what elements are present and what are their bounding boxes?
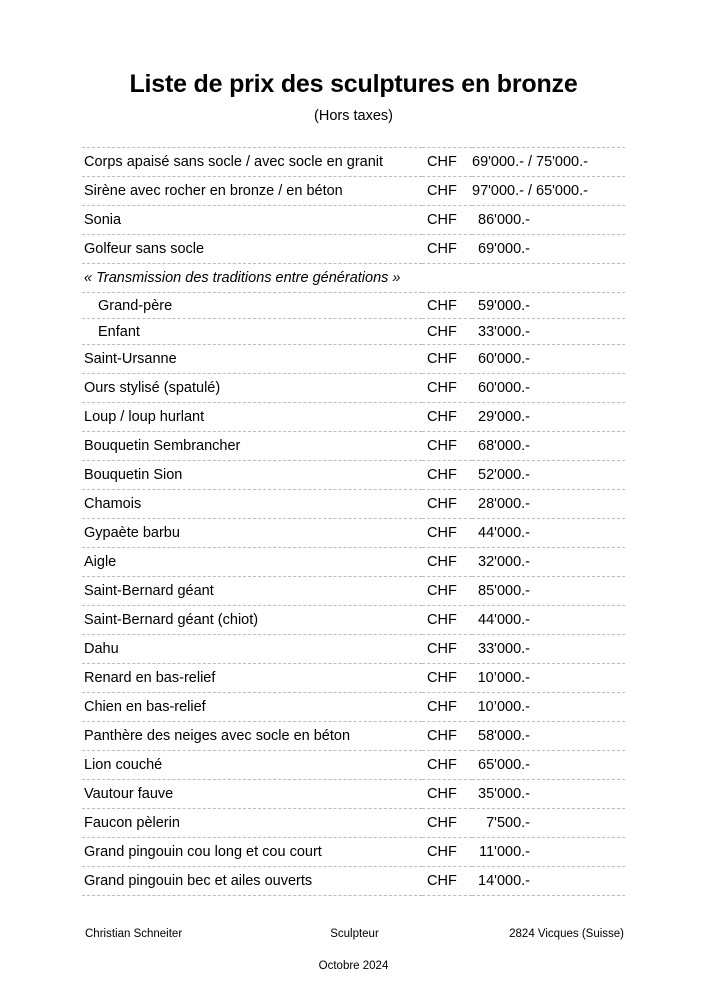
price: 58'000.- bbox=[478, 728, 530, 744]
sculpture-name: Grand pingouin cou long et cou court bbox=[82, 838, 422, 867]
sculpture-name: Panthère des neiges avec socle en béton bbox=[82, 722, 422, 751]
currency: CHF bbox=[422, 780, 472, 809]
price: 14'000.- bbox=[478, 873, 530, 889]
price: 33'000.- bbox=[478, 641, 530, 657]
price: 60'000.- bbox=[478, 351, 530, 367]
sculpture-name: Sonia bbox=[82, 206, 422, 235]
sculpture-name: Saint-Ursanne bbox=[82, 345, 422, 374]
price-table bbox=[82, 147, 625, 896]
page-subtitle: (Hors taxes) bbox=[314, 108, 393, 124]
price-cell bbox=[472, 374, 625, 403]
sculpture-name: Sirène avec rocher en bronze / en béton bbox=[82, 177, 422, 206]
price: 28'000.- bbox=[478, 496, 530, 512]
table-row bbox=[82, 177, 625, 206]
price-cell bbox=[472, 809, 625, 838]
sculpture-name: Ours stylisé (spatulé) bbox=[82, 374, 422, 403]
price-cell bbox=[472, 635, 625, 664]
currency: CHF bbox=[422, 374, 472, 403]
price-cell bbox=[472, 345, 625, 374]
table-row bbox=[82, 577, 625, 606]
table-row bbox=[82, 867, 625, 896]
price: 33'000.- bbox=[478, 323, 530, 340]
price: 7'500.- bbox=[486, 815, 530, 831]
price: 44'000.- bbox=[478, 525, 530, 541]
price: 35'000.- bbox=[478, 786, 530, 802]
price: 68'000.- bbox=[478, 438, 530, 454]
document-date: Octobre 2024 bbox=[318, 960, 389, 972]
sculpture-name: Enfant bbox=[82, 319, 422, 345]
price-cell bbox=[472, 606, 625, 635]
price-cell bbox=[472, 490, 625, 519]
currency: CHF bbox=[422, 319, 472, 345]
sculpture-name: Saint-Bernard géant (chiot) bbox=[82, 606, 422, 635]
price: 44'000.- bbox=[478, 612, 530, 628]
sculpture-name: Dahu bbox=[82, 635, 422, 664]
currency: CHF bbox=[422, 751, 472, 780]
table-row bbox=[82, 432, 625, 461]
sculpture-name: Loup / loup hurlant bbox=[82, 403, 422, 432]
sculpture-name: Golfeur sans socle bbox=[82, 235, 422, 264]
sculpture-name: Saint-Bernard géant bbox=[82, 577, 422, 606]
sculpture-name: Corps apaisé sans socle / avec socle en granit bbox=[82, 148, 422, 177]
table-row bbox=[82, 374, 625, 403]
currency: CHF bbox=[422, 838, 472, 867]
currency: CHF bbox=[422, 345, 472, 374]
currency: CHF bbox=[422, 693, 472, 722]
sculpture-name: Faucon pèlerin bbox=[82, 809, 422, 838]
currency: CHF bbox=[422, 461, 472, 490]
currency: CHF bbox=[422, 519, 472, 548]
price: 52'000.- bbox=[478, 467, 530, 483]
price: 69'000.- bbox=[478, 241, 530, 257]
currency: CHF bbox=[422, 548, 472, 577]
sculpture-name: Grand-père bbox=[82, 293, 422, 319]
sculpture-name: Chamois bbox=[82, 490, 422, 519]
price-cell bbox=[472, 432, 625, 461]
currency: CHF bbox=[422, 809, 472, 838]
currency: CHF bbox=[422, 664, 472, 693]
price: 85'000.- bbox=[478, 583, 530, 599]
price-cell bbox=[472, 722, 625, 751]
table-row bbox=[82, 722, 625, 751]
price-cell bbox=[472, 693, 625, 722]
table-row bbox=[82, 403, 625, 432]
sculpture-name: Grand pingouin bec et ailes ouverts bbox=[82, 867, 422, 896]
price-cell bbox=[472, 577, 625, 606]
price-cell bbox=[472, 177, 625, 206]
currency: CHF bbox=[422, 148, 472, 177]
artist-name: Christian Schneiter bbox=[85, 928, 183, 940]
price: 60'000.- bbox=[478, 380, 530, 396]
price-cell bbox=[472, 780, 625, 809]
table-row bbox=[82, 319, 625, 345]
currency: CHF bbox=[422, 490, 472, 519]
sculpture-name: Gypaète barbu bbox=[82, 519, 422, 548]
table-row bbox=[82, 606, 625, 635]
table-row bbox=[82, 780, 625, 809]
table-row bbox=[82, 751, 625, 780]
currency: CHF bbox=[422, 867, 472, 896]
currency: CHF bbox=[422, 177, 472, 206]
price-cell bbox=[472, 235, 625, 264]
table-row bbox=[82, 635, 625, 664]
sculpture-name: Bouquetin Sion bbox=[82, 461, 422, 490]
price-cell bbox=[472, 838, 625, 867]
table-row bbox=[82, 664, 625, 693]
price: 10’000.- bbox=[477, 699, 530, 715]
table-row bbox=[82, 461, 625, 490]
table-row bbox=[82, 519, 625, 548]
table-row bbox=[82, 693, 625, 722]
price: 10’000.- bbox=[477, 670, 530, 686]
sculpture-name: Vautour fauve bbox=[82, 780, 422, 809]
table-row bbox=[82, 206, 625, 235]
sculpture-name: Aigle bbox=[82, 548, 422, 577]
price-cell bbox=[472, 664, 625, 693]
price-cell bbox=[472, 461, 625, 490]
price-cell bbox=[472, 751, 625, 780]
price-cell bbox=[472, 319, 625, 345]
table-row bbox=[82, 293, 625, 319]
table-row bbox=[82, 148, 625, 177]
currency: CHF bbox=[422, 606, 472, 635]
table-row bbox=[82, 490, 625, 519]
price-cell bbox=[472, 519, 625, 548]
sculpture-name: Renard en bas-relief bbox=[82, 664, 422, 693]
price: 59'000.- bbox=[478, 297, 530, 314]
currency: CHF bbox=[422, 235, 472, 264]
price-cell bbox=[472, 548, 625, 577]
price: 86'000.- bbox=[478, 212, 530, 228]
currency: CHF bbox=[422, 432, 472, 461]
currency: CHF bbox=[422, 293, 472, 319]
table-row bbox=[82, 809, 625, 838]
group-heading: « Transmission des traditions entre générations » bbox=[82, 264, 625, 293]
currency: CHF bbox=[422, 206, 472, 235]
price-cell bbox=[472, 403, 625, 432]
table-row bbox=[82, 345, 625, 374]
price: 11'000.- bbox=[479, 844, 530, 860]
table-row bbox=[82, 235, 625, 264]
price: 29'000.- bbox=[478, 409, 530, 425]
price: 65'000.- bbox=[478, 757, 530, 773]
price-cell bbox=[472, 148, 625, 177]
table-row bbox=[82, 548, 625, 577]
currency: CHF bbox=[422, 577, 472, 606]
currency: CHF bbox=[422, 635, 472, 664]
sculpture-name: Lion couché bbox=[82, 751, 422, 780]
page-title: Liste de prix des sculptures en bronze bbox=[129, 70, 578, 98]
artist-profession: Sculpteur bbox=[330, 928, 379, 940]
price-cell bbox=[472, 293, 625, 319]
price: 32'000.- bbox=[478, 554, 530, 570]
price: 97'000.- / 65'000.- bbox=[472, 183, 588, 199]
price-cell bbox=[472, 867, 625, 896]
currency: CHF bbox=[422, 722, 472, 751]
price: 69'000.- / 75'000.- bbox=[472, 154, 588, 170]
sculpture-name: Chien en bas-relief bbox=[82, 693, 422, 722]
table-row bbox=[82, 838, 625, 867]
price-cell bbox=[472, 206, 625, 235]
sculpture-name: Bouquetin Sembrancher bbox=[82, 432, 422, 461]
artist-location: 2824 Vicques (Suisse) bbox=[509, 928, 624, 940]
currency: CHF bbox=[422, 403, 472, 432]
table-row-group-heading bbox=[82, 264, 625, 293]
